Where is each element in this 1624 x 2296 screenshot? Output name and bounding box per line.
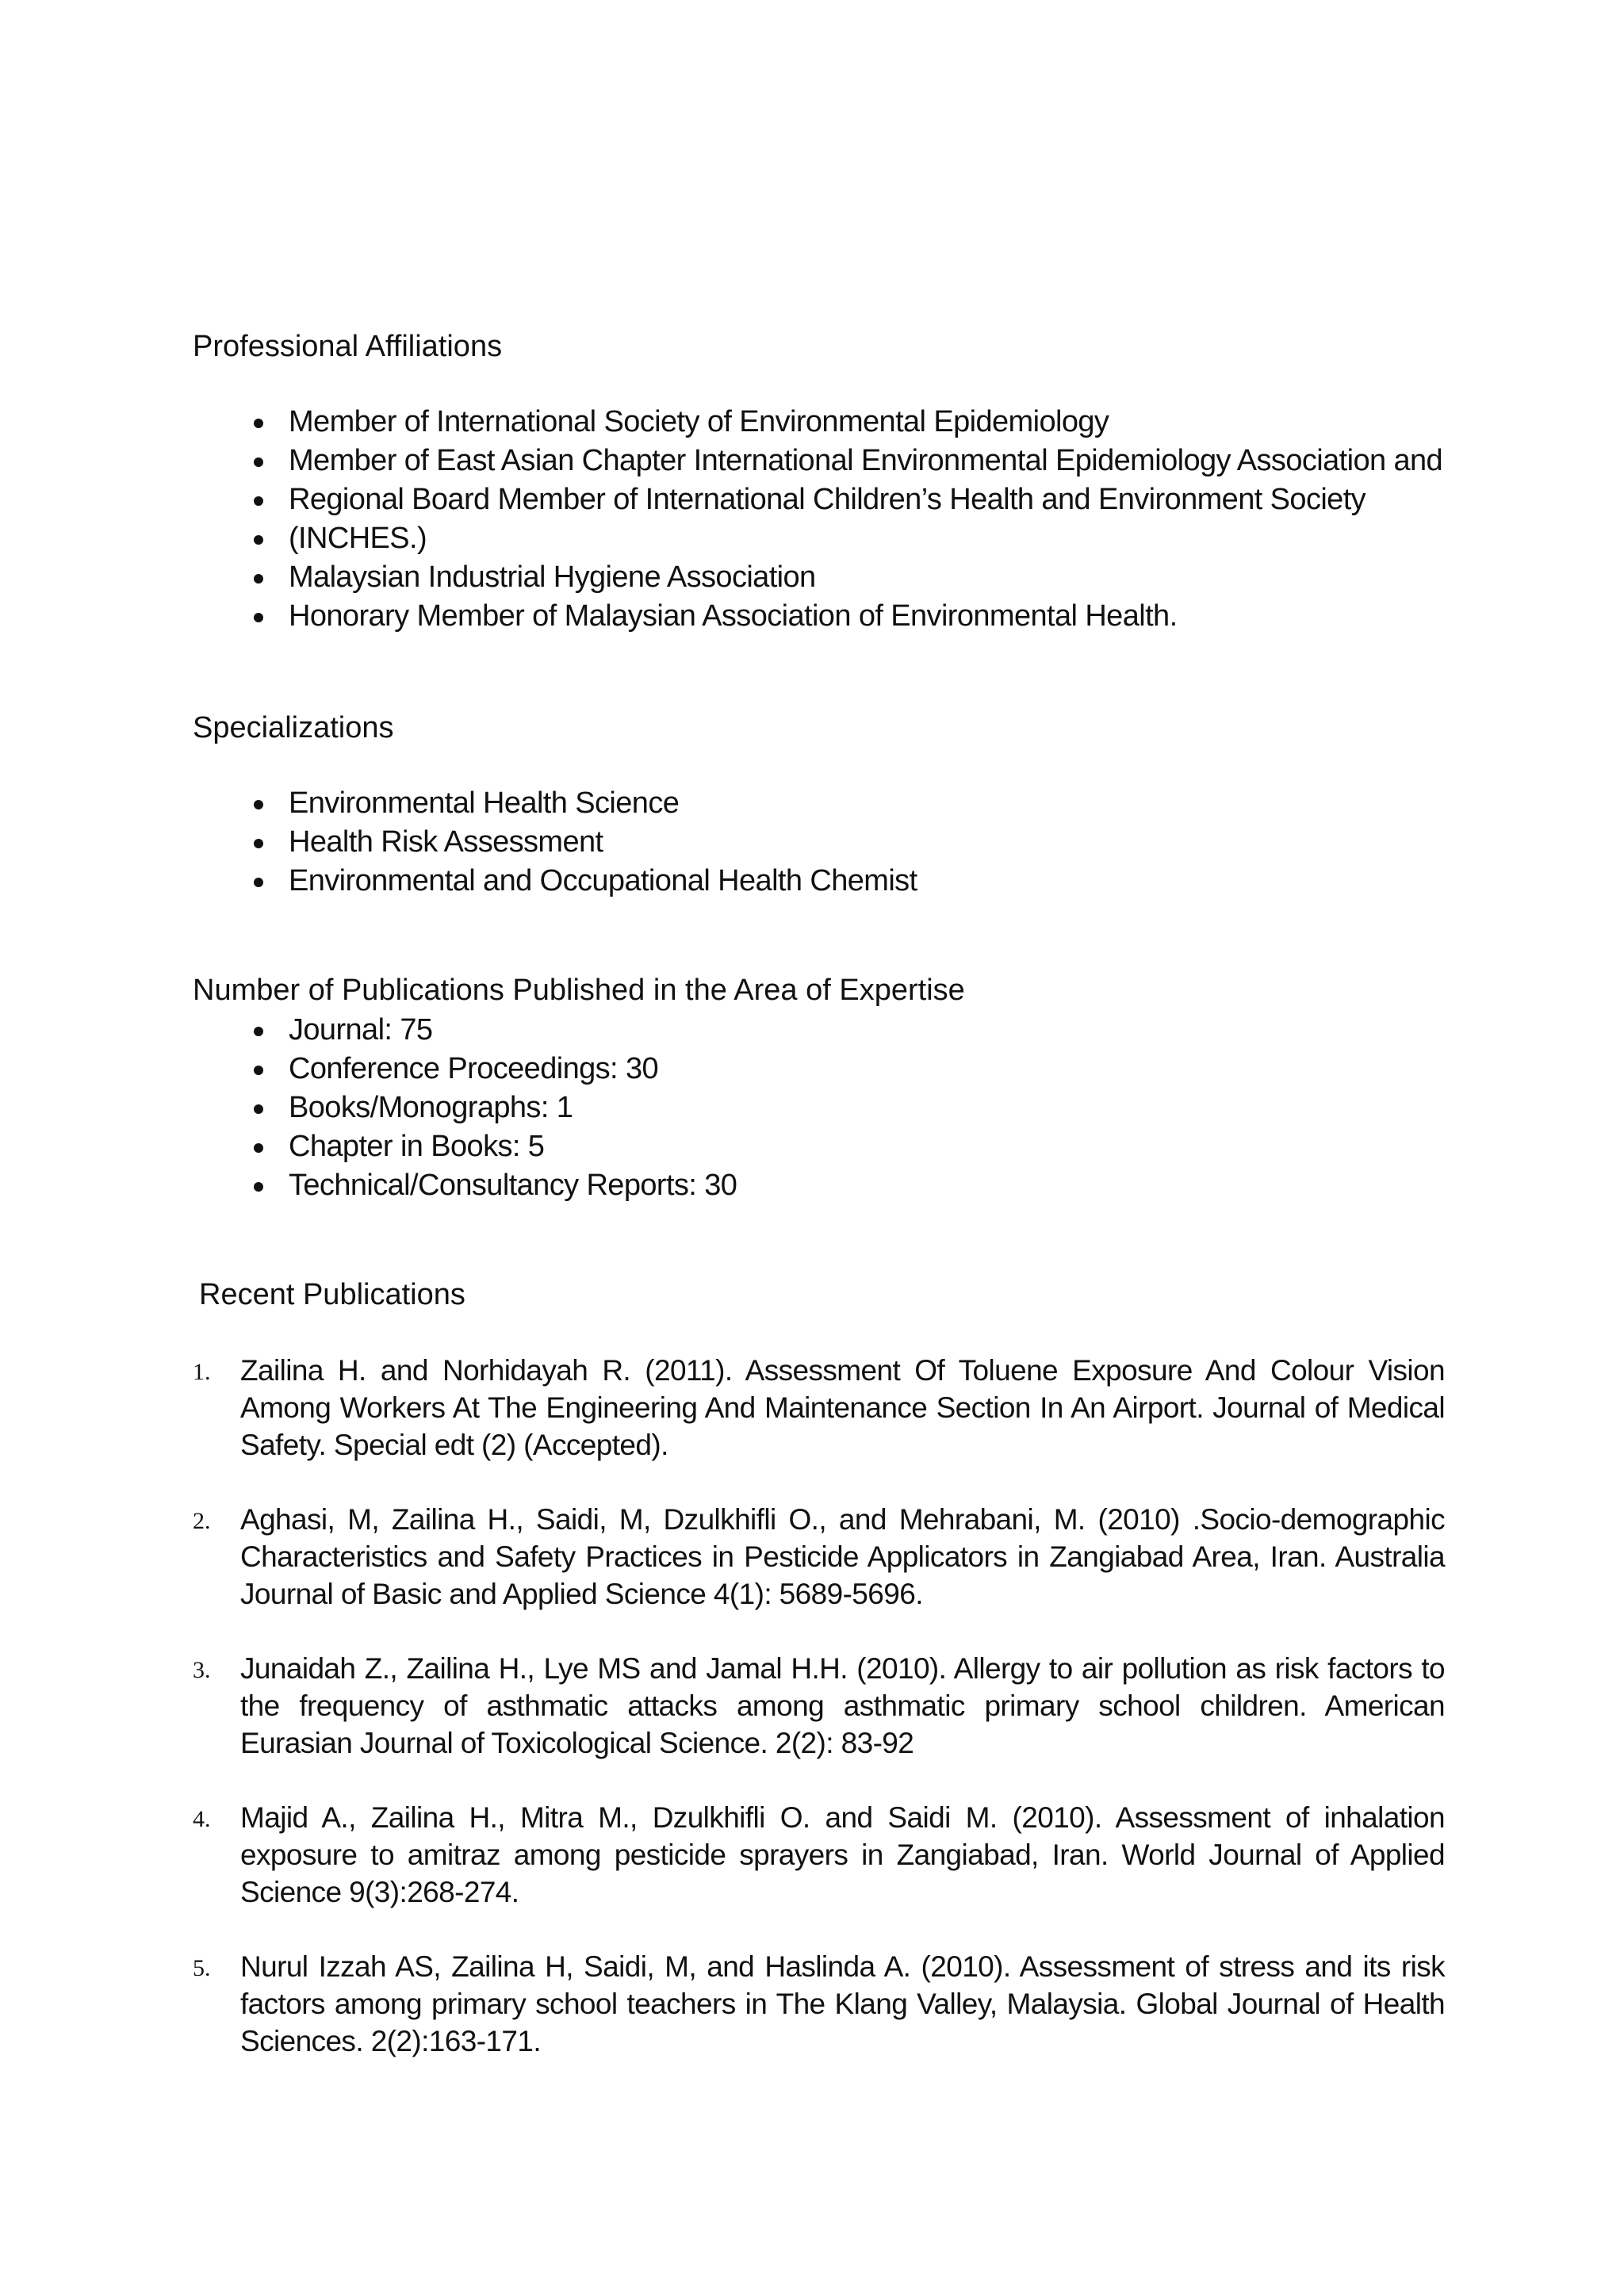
bullet-icon — [254, 457, 263, 467]
publication-citation: Nurul Izzah AS, Zailina H, Saidi, M, and Haslinda A. (2010). Assessment of stress and its risk factors among primary school teachers in The Klang Valley, Malaysia. Global Journal of Health Sciences. 2(2):163-171. — [240, 1950, 1445, 2057]
affiliation-item — [193, 403, 1446, 442]
bullet-icon — [254, 1066, 263, 1075]
affiliation-item — [193, 480, 1446, 519]
bullet-icon — [254, 496, 263, 506]
recent-publications-section — [199, 1276, 1452, 1313]
publications-count-section — [193, 972, 1446, 1008]
specialization-item-text: Health Risk Assessment — [289, 825, 603, 859]
bullet-icon — [254, 839, 263, 848]
bullet-icon — [254, 1143, 263, 1153]
publications-count-heading: Number of Publications Published in the Area of Expertise — [193, 974, 965, 1007]
publication-count-item — [193, 1089, 1446, 1127]
publication-number: 1. — [193, 1359, 211, 1385]
bullet-icon — [254, 1182, 263, 1192]
publication-number: 4. — [193, 1806, 211, 1832]
publication-item — [193, 1650, 1445, 1762]
publication-item — [193, 1799, 1445, 1911]
affiliation-item — [193, 597, 1446, 636]
publication-count-text: Books/Monographs: 1 — [289, 1091, 573, 1124]
publication-item — [193, 1352, 1445, 1464]
affiliation-item — [193, 442, 1446, 480]
publication-number: 2. — [193, 1508, 211, 1534]
affiliation-item — [193, 519, 1446, 558]
publications-count-list — [193, 1011, 1446, 1205]
specialization-item — [193, 823, 1446, 862]
bullet-icon — [254, 419, 263, 428]
publication-citation: Zailina H. and Norhidayah R. (2011). Assessment Of Toluene Exposure And Colour Vision Among Workers At The Engineering And Maintenance Section In An Airport. Journal of Medical Safety. Special edt (2) (Accepted). — [240, 1354, 1445, 1461]
publication-number: 3. — [193, 1657, 211, 1683]
bullet-icon — [254, 1104, 263, 1114]
affiliation-item — [193, 558, 1446, 597]
bullet-icon — [254, 574, 263, 584]
affiliation-item-text: Honorary Member of Malaysian Association of Environmental Health. — [289, 599, 1178, 633]
specialization-item-text: Environmental Health Science — [289, 786, 680, 820]
specializations-list-container — [193, 784, 1446, 901]
affiliations-list-container — [193, 403, 1446, 636]
bullet-icon — [254, 535, 263, 545]
affiliations-list — [193, 403, 1446, 636]
affiliations-section — [193, 328, 1446, 365]
publication-count-item — [193, 1011, 1446, 1050]
publication-citation: Majid A., Zailina H., Mitra M., Dzulkhifli O. and Saidi M. (2010). Assessment of inhalation exposure to amitraz among pesticide sprayers in Zangiabad, Iran. World Journal of Applied Science 9(3):268-274. — [240, 1801, 1445, 1908]
specialization-item — [193, 862, 1446, 901]
publication-count-text: Conference Proceedings: 30 — [289, 1052, 659, 1085]
recent-publications-list — [193, 1352, 1445, 2060]
publication-count-item — [193, 1127, 1446, 1166]
publication-count-item — [193, 1050, 1446, 1089]
publication-count-text: Chapter in Books: 5 — [289, 1130, 545, 1163]
publication-count-item — [193, 1166, 1446, 1205]
publication-citation: Junaidah Z., Zailina H., Lye MS and Jamal H.H. (2010). Allergy to air pollution as risk factors to the frequency of asthmatic attacks among asthmatic primary school children. American Eurasian Journal of Toxicological Science. 2(2): 83-92 — [240, 1652, 1445, 1759]
specializations-list — [193, 784, 1446, 901]
publication-count-text: Technical/Consultancy Reports: 30 — [289, 1169, 737, 1202]
recent-publications-heading: Recent Publications — [199, 1278, 465, 1311]
publication-item — [193, 1948, 1445, 2060]
affiliation-item-text: Member of International Society of Environmental Epidemiology — [289, 405, 1109, 438]
bullet-icon — [254, 800, 263, 809]
specializations-heading: Specializations — [193, 711, 394, 744]
recent-publications-list-container — [193, 1352, 1445, 2097]
bullet-icon — [254, 613, 263, 622]
affiliation-item-text: Malaysian Industrial Hygiene Association — [289, 561, 816, 594]
publications-count-list-container — [193, 1011, 1446, 1205]
specializations-section — [193, 710, 1446, 746]
affiliation-item-text: Regional Board Member of International Children’s Health and Environment Society — [289, 483, 1366, 516]
bullet-icon — [254, 878, 263, 887]
specialization-item — [193, 784, 1446, 823]
affiliation-item-text: Member of East Asian Chapter International Environmental Epidemiology Association and — [289, 444, 1443, 477]
bullet-icon — [254, 1027, 263, 1036]
affiliation-item-text: (INCHES.) — [289, 522, 427, 555]
affiliations-heading: Professional Affiliations — [193, 330, 503, 363]
specialization-item-text: Environmental and Occupational Health Chemist — [289, 864, 917, 897]
publication-number: 5. — [193, 1955, 211, 1981]
publication-count-text: Journal: 75 — [289, 1013, 433, 1047]
publication-citation: Aghasi, M, Zailina H., Saidi, M, Dzulkhifli O., and Mehrabani, M. (2010) .Socio-demographic Characteristics and Safety Practices in Pesticide Applicators in Zangiabad Area, Iran. Australia Journal of Basic and Applied Science 4(1): 5689-5696. — [240, 1503, 1445, 1610]
publication-item — [193, 1501, 1445, 1613]
